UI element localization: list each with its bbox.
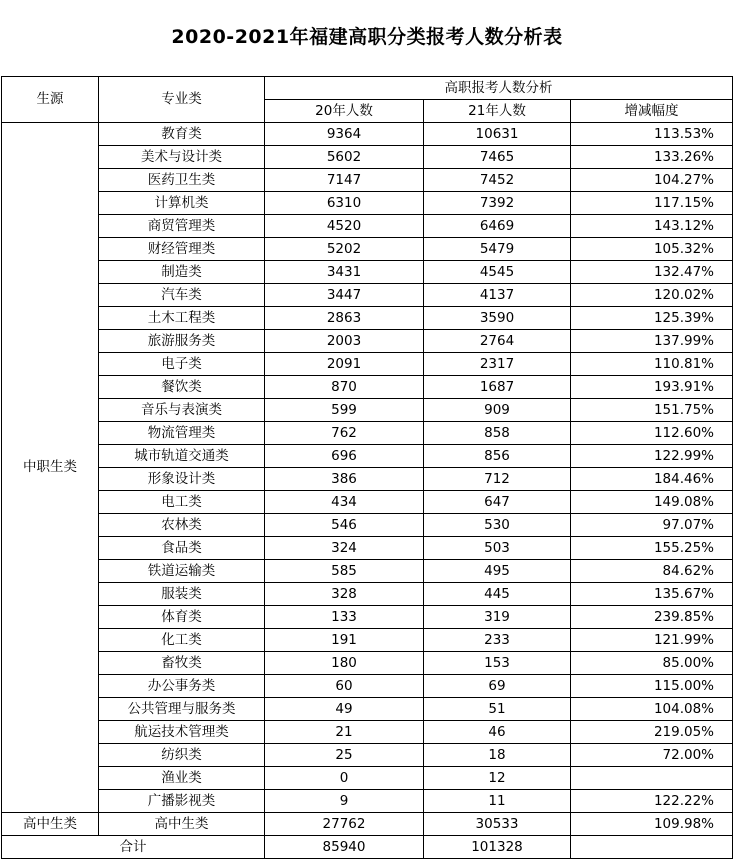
y20-cell: 696 [265,445,424,468]
y20-cell: 2003 [265,330,424,353]
y21-cell: 530 [424,514,571,537]
category-cell: 电子类 [99,353,265,376]
y20-cell: 6310 [265,192,424,215]
table-row [2,767,733,790]
y21-cell: 712 [424,468,571,491]
table-row [2,583,733,606]
table-row [2,744,733,767]
y20-cell: 191 [265,629,424,652]
y21-cell: 7392 [424,192,571,215]
category-cell: 渔业类 [99,767,265,790]
category-cell: 美术与设计类 [99,146,265,169]
category-cell: 服装类 [99,583,265,606]
change-cell: 104.08% [571,698,733,721]
source-high-school: 高中生类 [2,813,99,836]
category-cell: 形象设计类 [99,468,265,491]
y20-cell: 7147 [265,169,424,192]
table-row [2,123,733,146]
y20-cell: 2091 [265,353,424,376]
y21-cell: 647 [424,491,571,514]
y20-cell: 180 [265,652,424,675]
y21-cell: 856 [424,445,571,468]
y20-cell: 328 [265,583,424,606]
table-row [2,491,733,514]
category-cell: 纺织类 [99,744,265,767]
y21-cell: 445 [424,583,571,606]
y20-cell: 324 [265,537,424,560]
y20-cell: 9364 [265,123,424,146]
y20-cell: 546 [265,514,424,537]
header-source: 生源 [2,77,99,123]
table-row [2,514,733,537]
header-group: 高职报考人数分析 [265,77,733,100]
change-cell: 113.53% [571,123,733,146]
table-row [2,698,733,721]
y21-cell: 18 [424,744,571,767]
table-row [2,307,733,330]
total-y21: 101328 [424,836,571,859]
change-cell: 184.46% [571,468,733,491]
header-row [2,77,733,100]
category-cell: 教育类 [99,123,265,146]
table-row [2,376,733,399]
y21-cell: 2764 [424,330,571,353]
category-cell: 农林类 [99,514,265,537]
change-cell: 104.27% [571,169,733,192]
y21-cell: 503 [424,537,571,560]
y20-cell: 133 [265,606,424,629]
header-y21: 21年人数 [424,100,571,123]
change-cell: 72.00% [571,744,733,767]
category-cell: 土木工程类 [99,307,265,330]
category-cell: 办公事务类 [99,675,265,698]
category-cell: 旅游服务类 [99,330,265,353]
y20-cell: 599 [265,399,424,422]
change-cell: 133.26% [571,146,733,169]
change-cell: 219.05% [571,721,733,744]
page-title: 2020-2021年福建高职分类报考人数分析表 [171,26,563,48]
table-row [2,468,733,491]
category-cell: 城市轨道交通类 [99,445,265,468]
table-row [2,560,733,583]
y21-cell: 7465 [424,146,571,169]
change-cell: 117.15% [571,192,733,215]
table-row [2,169,733,192]
y20-cell: 870 [265,376,424,399]
change-cell: 143.12% [571,215,733,238]
table-row [2,399,733,422]
table-row [2,790,733,813]
category-cell: 物流管理类 [99,422,265,445]
table-row [2,445,733,468]
y21-cell: 3590 [424,307,571,330]
y20-cell: 386 [265,468,424,491]
change-cell: 112.60% [571,422,733,445]
table-row [2,192,733,215]
y20-cell: 5202 [265,238,424,261]
header-change: 增减幅度 [571,100,733,123]
category-cell: 计算机类 [99,192,265,215]
y21-cell: 153 [424,652,571,675]
change-cell: 120.02% [571,284,733,307]
table-row [2,606,733,629]
category-cell: 制造类 [99,261,265,284]
y21-cell: 1687 [424,376,571,399]
y21-cell: 5479 [424,238,571,261]
source-secondary: 中职生类 [2,123,99,813]
y21-cell: 4545 [424,261,571,284]
high-school-row [2,813,733,836]
category-cell: 商贸管理类 [99,215,265,238]
table-row [2,675,733,698]
category-cell: 化工类 [99,629,265,652]
change-cell: 84.62% [571,560,733,583]
change-cell: 155.25% [571,537,733,560]
y20-cell: 49 [265,698,424,721]
change-cell: 105.32% [571,238,733,261]
category-cell: 航运技术管理类 [99,721,265,744]
table-row [2,353,733,376]
change-cell: 137.99% [571,330,733,353]
y20-cell: 762 [265,422,424,445]
y21-cell: 233 [424,629,571,652]
y20-cell: 3447 [265,284,424,307]
y20-cell: 585 [265,560,424,583]
category-cell: 汽车类 [99,284,265,307]
y21-cell: 4137 [424,284,571,307]
y20-cell: 4520 [265,215,424,238]
table-body [2,77,733,859]
category-cell: 餐饮类 [99,376,265,399]
table-row [2,330,733,353]
table-row [2,284,733,307]
y20-cell: 60 [265,675,424,698]
change-cell: 122.99% [571,445,733,468]
category-cell: 食品类 [99,537,265,560]
y21-cell: 12 [424,767,571,790]
total-y20: 85940 [265,836,424,859]
header-y20: 20年人数 [265,100,424,123]
y21-cell: 30533 [424,813,571,836]
change-cell: 151.75% [571,399,733,422]
enrollment-table [1,76,733,859]
table-row [2,238,733,261]
table-row [2,537,733,560]
change-cell: 239.85% [571,606,733,629]
category-cell: 广播影视类 [99,790,265,813]
table-row [2,652,733,675]
category-cell: 畜牧类 [99,652,265,675]
table-row [2,721,733,744]
category-cell: 公共管理与服务类 [99,698,265,721]
y20-cell: 25 [265,744,424,767]
table-row [2,422,733,445]
y21-cell: 69 [424,675,571,698]
y20-cell: 0 [265,767,424,790]
table-row [2,215,733,238]
y21-cell: 11 [424,790,571,813]
total-row [2,836,733,859]
change-cell: 85.00% [571,652,733,675]
y20-cell: 434 [265,491,424,514]
change-cell: 132.47% [571,261,733,284]
category-cell: 高中生类 [99,813,265,836]
change-cell: 115.00% [571,675,733,698]
y21-cell: 46 [424,721,571,744]
header-category: 专业类 [99,77,265,123]
change-cell: 149.08% [571,491,733,514]
change-cell [571,767,733,790]
change-cell: 135.67% [571,583,733,606]
table-row [2,261,733,284]
category-cell: 财经管理类 [99,238,265,261]
category-cell: 电工类 [99,491,265,514]
change-cell: 97.07% [571,514,733,537]
y21-cell: 909 [424,399,571,422]
y21-cell: 858 [424,422,571,445]
category-cell: 体育类 [99,606,265,629]
y21-cell: 2317 [424,353,571,376]
y20-cell: 3431 [265,261,424,284]
y21-cell: 6469 [424,215,571,238]
category-cell: 医药卫生类 [99,169,265,192]
y21-cell: 495 [424,560,571,583]
y21-cell: 319 [424,606,571,629]
y21-cell: 7452 [424,169,571,192]
change-cell: 109.98% [571,813,733,836]
y20-cell: 21 [265,721,424,744]
y20-cell: 2863 [265,307,424,330]
change-cell: 110.81% [571,353,733,376]
category-cell: 音乐与表演类 [99,399,265,422]
total-label: 合计 [2,836,265,859]
change-cell: 121.99% [571,629,733,652]
y20-cell: 9 [265,790,424,813]
category-cell: 铁道运输类 [99,560,265,583]
y21-cell: 10631 [424,123,571,146]
y21-cell: 51 [424,698,571,721]
change-cell: 125.39% [571,307,733,330]
table-row [2,629,733,652]
change-cell: 122.22% [571,790,733,813]
y20-cell: 5602 [265,146,424,169]
table-row [2,146,733,169]
change-cell: 193.91% [571,376,733,399]
total-change [571,836,733,859]
y20-cell: 27762 [265,813,424,836]
